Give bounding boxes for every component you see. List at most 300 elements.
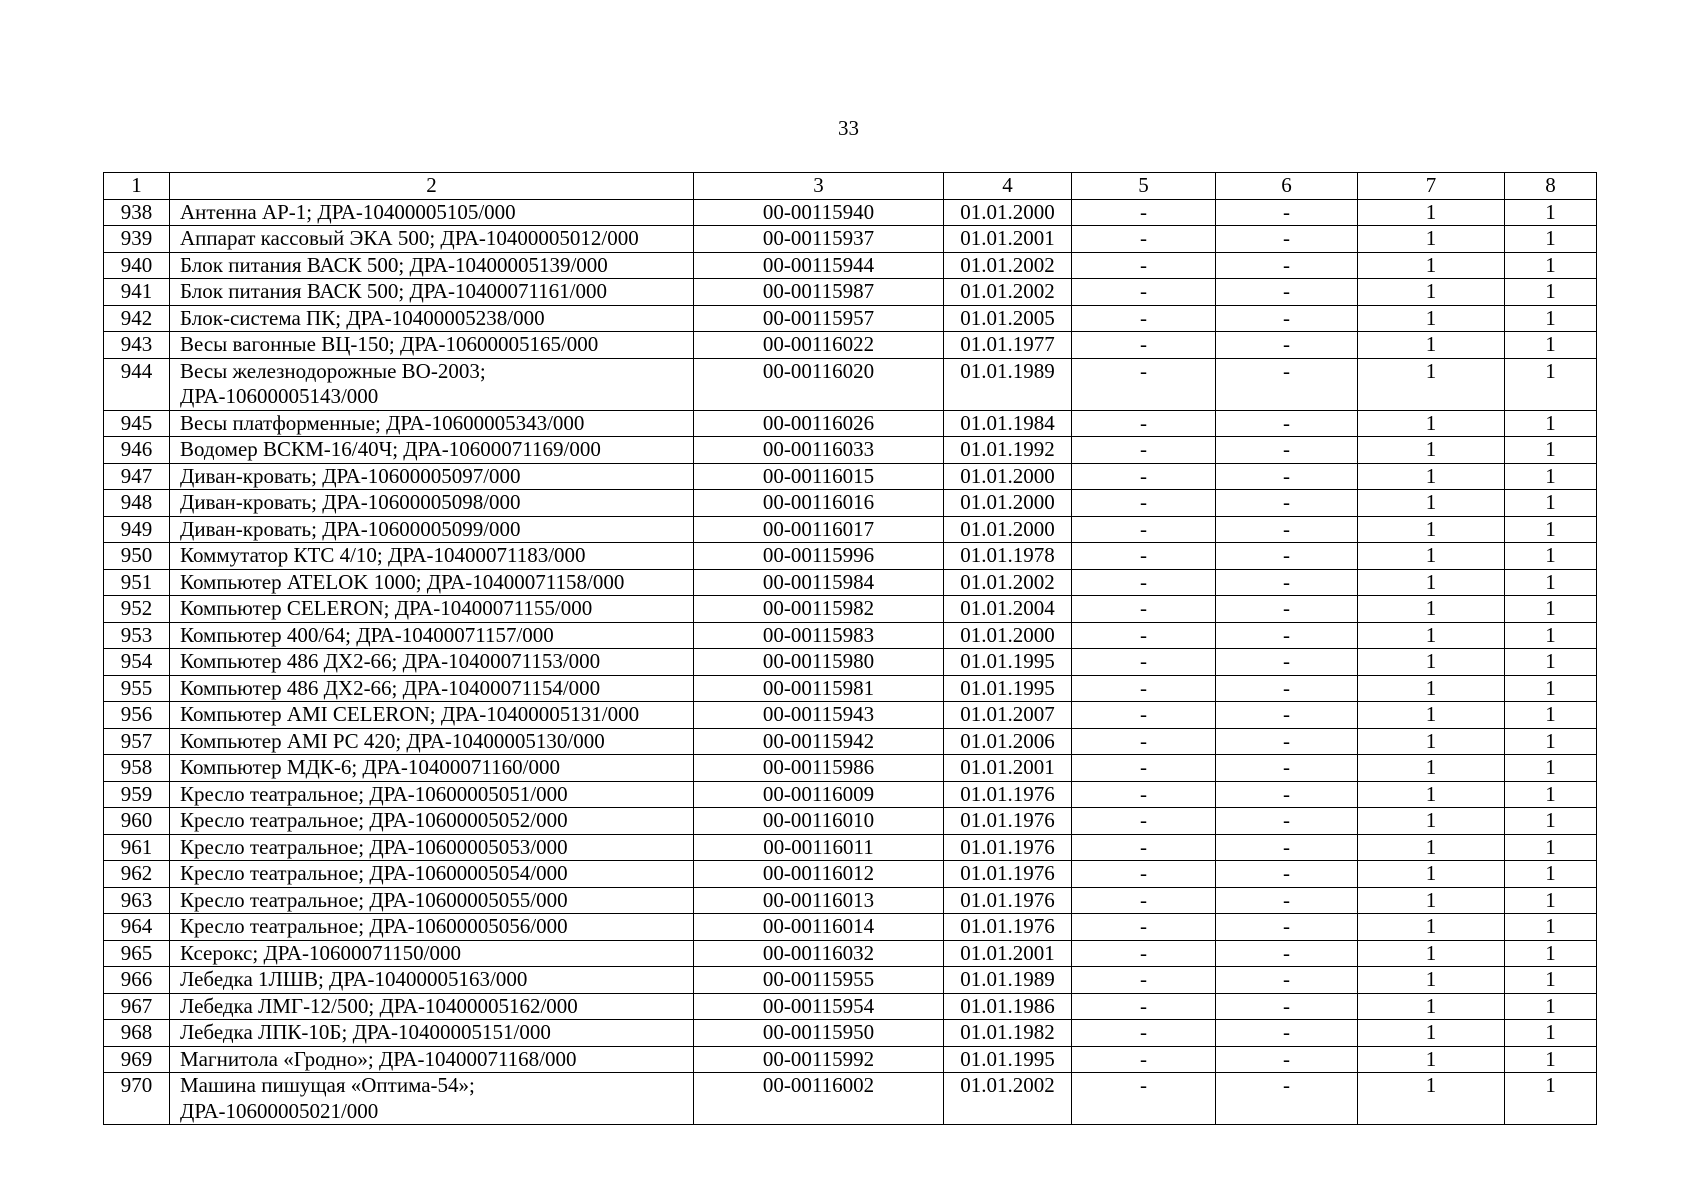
column-7-cell: 1 bbox=[1358, 808, 1505, 835]
item-name-line: Компьютер ATELOK 1000; ДРА-10400071158/000 bbox=[180, 569, 625, 594]
column-6-cell: - bbox=[1216, 834, 1358, 861]
column-5-cell: - bbox=[1072, 358, 1216, 410]
column-8-cell: 1 bbox=[1505, 410, 1597, 437]
column-5-cell: - bbox=[1072, 543, 1216, 570]
table-row bbox=[104, 649, 1597, 676]
column-7-cell: 1 bbox=[1358, 887, 1505, 914]
column-8-cell: 1 bbox=[1505, 1020, 1597, 1047]
column-7-cell: 1 bbox=[1358, 781, 1505, 808]
inventory-code-cell: 00-00116014 bbox=[694, 914, 944, 941]
item-name-cell bbox=[170, 199, 694, 226]
inventory-code-cell: 00-00115987 bbox=[694, 279, 944, 306]
column-6-cell: - bbox=[1216, 728, 1358, 755]
inventory-code-cell: 00-00115955 bbox=[694, 967, 944, 994]
row-number-cell: 943 bbox=[104, 332, 170, 359]
item-name-cell bbox=[170, 755, 694, 782]
column-8-cell: 1 bbox=[1505, 993, 1597, 1020]
table-row bbox=[104, 1020, 1597, 1047]
column-6-cell: - bbox=[1216, 781, 1358, 808]
row-number-cell: 959 bbox=[104, 781, 170, 808]
table-row bbox=[104, 1046, 1597, 1073]
column-8-cell: 1 bbox=[1505, 622, 1597, 649]
column-5-cell: - bbox=[1072, 649, 1216, 676]
column-5-cell: - bbox=[1072, 675, 1216, 702]
row-number-cell: 962 bbox=[104, 861, 170, 888]
table-row bbox=[104, 967, 1597, 994]
date-cell: 01.01.1982 bbox=[944, 1020, 1072, 1047]
item-name-cell bbox=[170, 596, 694, 623]
table-row bbox=[104, 728, 1597, 755]
item-name-line: Аппарат кассовый ЭКА 500; ДРА-10400005012/000 bbox=[180, 226, 639, 250]
date-cell: 01.01.1978 bbox=[944, 543, 1072, 570]
column-8-cell: 1 bbox=[1505, 437, 1597, 464]
column-6-cell: - bbox=[1216, 569, 1358, 596]
table-row bbox=[104, 622, 1597, 649]
item-name-cell bbox=[170, 543, 694, 570]
item-name-cell bbox=[170, 410, 694, 437]
table-row bbox=[104, 490, 1597, 517]
table-row bbox=[104, 1073, 1597, 1125]
row-number-cell: 955 bbox=[104, 675, 170, 702]
column-6-cell: - bbox=[1216, 675, 1358, 702]
inventory-code-cell: 00-00115996 bbox=[694, 543, 944, 570]
inventory-code-cell: 00-00116011 bbox=[694, 834, 944, 861]
item-name-cell bbox=[170, 808, 694, 835]
item-name-line: Водомер ВСКМ-16/40Ч; ДРА-10600071169/000 bbox=[180, 437, 601, 461]
column-5-cell: - bbox=[1072, 702, 1216, 729]
item-name-cell bbox=[170, 914, 694, 941]
row-number-cell: 969 bbox=[104, 1046, 170, 1073]
item-name-line: Компьютер AMI PC 420; ДРА-10400005130/000 bbox=[180, 728, 605, 753]
table-row bbox=[104, 861, 1597, 888]
item-name-line: ДРА-10600005021/000 bbox=[180, 1098, 379, 1123]
date-cell: 01.01.1986 bbox=[944, 993, 1072, 1020]
column-5-cell: - bbox=[1072, 490, 1216, 517]
inventory-code-cell: 00-00115992 bbox=[694, 1046, 944, 1073]
inventory-code-cell: 00-00115954 bbox=[694, 993, 944, 1020]
item-name-line: Компьютер 486 ДХ2-66; ДРА-10400071153/000 bbox=[180, 649, 601, 673]
column-header: 8 bbox=[1505, 173, 1597, 200]
table-row bbox=[104, 596, 1597, 623]
item-name-cell bbox=[170, 226, 694, 253]
item-name-line: Компьютер AMI CELERON; ДРА-10400005131/000 bbox=[180, 702, 640, 726]
row-number-cell: 956 bbox=[104, 702, 170, 729]
column-6-cell: - bbox=[1216, 358, 1358, 410]
row-number-cell: 944 bbox=[104, 358, 170, 410]
item-name-line: Магнитола «Гродно»; ДРА-10400071168/000 bbox=[180, 1046, 577, 1071]
column-7-cell: 1 bbox=[1358, 569, 1505, 596]
column-header: 5 bbox=[1072, 173, 1216, 200]
row-number-cell: 958 bbox=[104, 755, 170, 782]
column-6-cell: - bbox=[1216, 887, 1358, 914]
column-6-cell: - bbox=[1216, 1046, 1358, 1073]
column-5-cell: - bbox=[1072, 569, 1216, 596]
column-7-cell: 1 bbox=[1358, 358, 1505, 410]
inventory-table bbox=[103, 172, 1597, 1125]
column-8-cell: 1 bbox=[1505, 543, 1597, 570]
row-number-cell: 938 bbox=[104, 199, 170, 226]
item-name-line: Кресло театральное; ДРА-10600005056/000 bbox=[180, 914, 568, 938]
item-name-line: Диван-кровать; ДРА-10600005098/000 bbox=[180, 490, 521, 514]
date-cell: 01.01.1995 bbox=[944, 1046, 1072, 1073]
row-number-cell: 951 bbox=[104, 569, 170, 596]
date-cell: 01.01.2001 bbox=[944, 226, 1072, 253]
column-6-cell: - bbox=[1216, 332, 1358, 359]
item-name-cell bbox=[170, 1020, 694, 1047]
column-8-cell: 1 bbox=[1505, 358, 1597, 410]
table-row bbox=[104, 516, 1597, 543]
table-row bbox=[104, 834, 1597, 861]
date-cell: 01.01.2006 bbox=[944, 728, 1072, 755]
date-cell: 01.01.1976 bbox=[944, 914, 1072, 941]
item-name-line: Машина пишущая «Оптима-54»; bbox=[180, 1073, 475, 1097]
table-row bbox=[104, 914, 1597, 941]
item-name-cell bbox=[170, 649, 694, 676]
column-5-cell: - bbox=[1072, 410, 1216, 437]
inventory-code-cell: 00-00116010 bbox=[694, 808, 944, 835]
column-6-cell: - bbox=[1216, 543, 1358, 570]
item-name-cell bbox=[170, 728, 694, 755]
column-header: 2 bbox=[170, 173, 694, 200]
column-5-cell: - bbox=[1072, 437, 1216, 464]
inventory-code-cell: 00-00115940 bbox=[694, 199, 944, 226]
item-name-line: Коммутатор КТС 4/10; ДРА-10400071183/000 bbox=[180, 543, 586, 567]
row-number-cell: 948 bbox=[104, 490, 170, 517]
column-5-cell: - bbox=[1072, 332, 1216, 359]
column-6-cell: - bbox=[1216, 649, 1358, 676]
row-number-cell: 968 bbox=[104, 1020, 170, 1047]
table-row bbox=[104, 358, 1597, 410]
column-7-cell: 1 bbox=[1358, 1073, 1505, 1125]
column-header: 7 bbox=[1358, 173, 1505, 200]
column-5-cell: - bbox=[1072, 940, 1216, 967]
inventory-code-cell: 00-00116020 bbox=[694, 358, 944, 410]
item-name-line: Блок питания ВАСК 500; ДРА-10400005139/000 bbox=[180, 252, 608, 277]
column-5-cell: - bbox=[1072, 993, 1216, 1020]
table-row bbox=[104, 808, 1597, 835]
inventory-code-cell: 00-00116016 bbox=[694, 490, 944, 517]
inventory-code-cell: 00-00115981 bbox=[694, 675, 944, 702]
column-7-cell: 1 bbox=[1358, 1020, 1505, 1047]
item-name-cell bbox=[170, 332, 694, 359]
inventory-code-cell: 00-00116022 bbox=[694, 332, 944, 359]
column-7-cell: 1 bbox=[1358, 967, 1505, 994]
date-cell: 01.01.2001 bbox=[944, 755, 1072, 782]
column-7-cell: 1 bbox=[1358, 279, 1505, 306]
item-name-cell bbox=[170, 516, 694, 543]
item-name-line: Ксерокс; ДРА-10600071150/000 bbox=[180, 940, 461, 965]
column-6-cell: - bbox=[1216, 437, 1358, 464]
column-5-cell: - bbox=[1072, 808, 1216, 835]
column-7-cell: 1 bbox=[1358, 252, 1505, 279]
table-row bbox=[104, 279, 1597, 306]
item-name-cell bbox=[170, 1073, 694, 1125]
item-name-cell bbox=[170, 861, 694, 888]
item-name-cell bbox=[170, 993, 694, 1020]
date-cell: 01.01.1976 bbox=[944, 887, 1072, 914]
column-7-cell: 1 bbox=[1358, 675, 1505, 702]
row-number-cell: 952 bbox=[104, 596, 170, 623]
inventory-code-cell: 00-00115957 bbox=[694, 305, 944, 332]
inventory-code-cell: 00-00115982 bbox=[694, 596, 944, 623]
item-name-line: Диван-кровать; ДРА-10600005097/000 bbox=[180, 463, 521, 488]
item-name-cell bbox=[170, 781, 694, 808]
column-header: 1 bbox=[104, 173, 170, 200]
item-name-line: Лебедка ЛПК-10Б; ДРА-10400005151/000 bbox=[180, 1020, 551, 1044]
item-name-line: Весы вагонные ВЦ-150; ДРА-10600005165/000 bbox=[180, 332, 599, 356]
column-8-cell: 1 bbox=[1505, 490, 1597, 517]
column-5-cell: - bbox=[1072, 834, 1216, 861]
column-8-cell: 1 bbox=[1505, 252, 1597, 279]
row-number-cell: 939 bbox=[104, 226, 170, 253]
column-5-cell: - bbox=[1072, 305, 1216, 332]
row-number-cell: 963 bbox=[104, 887, 170, 914]
column-7-cell: 1 bbox=[1358, 1046, 1505, 1073]
date-cell: 01.01.2000 bbox=[944, 490, 1072, 517]
column-8-cell: 1 bbox=[1505, 940, 1597, 967]
date-cell: 01.01.1976 bbox=[944, 781, 1072, 808]
column-8-cell: 1 bbox=[1505, 1073, 1597, 1125]
column-8-cell: 1 bbox=[1505, 463, 1597, 490]
inventory-code-cell: 00-00116026 bbox=[694, 410, 944, 437]
column-7-cell: 1 bbox=[1358, 622, 1505, 649]
table-body bbox=[104, 173, 1597, 1125]
column-5-cell: - bbox=[1072, 516, 1216, 543]
item-name-cell bbox=[170, 490, 694, 517]
column-5-cell: - bbox=[1072, 914, 1216, 941]
table-row bbox=[104, 887, 1597, 914]
table-row bbox=[104, 332, 1597, 359]
item-name-cell bbox=[170, 437, 694, 464]
column-7-cell: 1 bbox=[1358, 463, 1505, 490]
column-8-cell: 1 bbox=[1505, 1046, 1597, 1073]
column-8-cell: 1 bbox=[1505, 702, 1597, 729]
column-7-cell: 1 bbox=[1358, 649, 1505, 676]
inventory-code-cell: 00-00115942 bbox=[694, 728, 944, 755]
inventory-code-cell: 00-00116032 bbox=[694, 940, 944, 967]
column-6-cell: - bbox=[1216, 596, 1358, 623]
table-row bbox=[104, 569, 1597, 596]
column-7-cell: 1 bbox=[1358, 940, 1505, 967]
item-name-line: Лебедка 1ЛШВ; ДРА-10400005163/000 bbox=[180, 967, 528, 991]
column-6-cell: - bbox=[1216, 410, 1358, 437]
column-5-cell: - bbox=[1072, 781, 1216, 808]
table-row bbox=[104, 781, 1597, 808]
item-name-cell bbox=[170, 702, 694, 729]
column-7-cell: 1 bbox=[1358, 226, 1505, 253]
column-7-cell: 1 bbox=[1358, 490, 1505, 517]
item-name-cell bbox=[170, 252, 694, 279]
table-row bbox=[104, 410, 1597, 437]
column-6-cell: - bbox=[1216, 252, 1358, 279]
column-7-cell: 1 bbox=[1358, 410, 1505, 437]
date-cell: 01.01.2007 bbox=[944, 702, 1072, 729]
date-cell: 01.01.2000 bbox=[944, 199, 1072, 226]
column-6-cell: - bbox=[1216, 967, 1358, 994]
item-name-line: Лебедка ЛМГ-12/500; ДРА-10400005162/000 bbox=[180, 993, 578, 1018]
column-header: 3 bbox=[694, 173, 944, 200]
column-6-cell: - bbox=[1216, 305, 1358, 332]
item-name-line: Блок питания ВАСК 500; ДРА-10400071161/000 bbox=[180, 279, 608, 303]
column-5-cell: - bbox=[1072, 622, 1216, 649]
row-number-cell: 964 bbox=[104, 914, 170, 941]
row-number-cell: 954 bbox=[104, 649, 170, 676]
item-name-line: Весы железнодорожные ВО-2003; bbox=[180, 358, 486, 383]
date-cell: 01.01.2000 bbox=[944, 516, 1072, 543]
item-name-line: Компьютер МДК-6; ДРА-10400071160/000 bbox=[180, 755, 560, 779]
item-name-cell bbox=[170, 463, 694, 490]
column-6-cell: - bbox=[1216, 993, 1358, 1020]
item-name-cell bbox=[170, 305, 694, 332]
table-row bbox=[104, 940, 1597, 967]
item-name-cell bbox=[170, 279, 694, 306]
column-5-cell: - bbox=[1072, 861, 1216, 888]
date-cell: 01.01.2000 bbox=[944, 622, 1072, 649]
column-6-cell: - bbox=[1216, 861, 1358, 888]
row-number-cell: 946 bbox=[104, 437, 170, 464]
table-row bbox=[104, 755, 1597, 782]
column-7-cell: 1 bbox=[1358, 993, 1505, 1020]
row-number-cell: 953 bbox=[104, 622, 170, 649]
item-name-cell bbox=[170, 358, 694, 410]
column-7-cell: 1 bbox=[1358, 834, 1505, 861]
column-7-cell: 1 bbox=[1358, 728, 1505, 755]
row-number-cell: 961 bbox=[104, 834, 170, 861]
row-number-cell: 970 bbox=[104, 1073, 170, 1125]
date-cell: 01.01.1995 bbox=[944, 675, 1072, 702]
column-6-cell: - bbox=[1216, 226, 1358, 253]
column-5-cell: - bbox=[1072, 967, 1216, 994]
row-number-cell: 967 bbox=[104, 993, 170, 1020]
row-number-cell: 945 bbox=[104, 410, 170, 437]
inventory-code-cell: 00-00115983 bbox=[694, 622, 944, 649]
row-number-cell: 966 bbox=[104, 967, 170, 994]
item-name-line: Блок-система ПК; ДРА-10400005238/000 bbox=[180, 305, 545, 330]
table-row bbox=[104, 226, 1597, 253]
column-5-cell: - bbox=[1072, 226, 1216, 253]
item-name-line: Кресло театральное; ДРА-10600005055/000 bbox=[180, 887, 568, 912]
column-7-cell: 1 bbox=[1358, 543, 1505, 570]
inventory-code-cell: 00-00116033 bbox=[694, 437, 944, 464]
date-cell: 01.01.1977 bbox=[944, 332, 1072, 359]
column-5-cell: - bbox=[1072, 1020, 1216, 1047]
page-number: 33 bbox=[838, 116, 859, 140]
column-8-cell: 1 bbox=[1505, 967, 1597, 994]
column-header: 4 bbox=[944, 173, 1072, 200]
column-header: 6 bbox=[1216, 173, 1358, 200]
column-7-cell: 1 bbox=[1358, 914, 1505, 941]
inventory-code-cell: 00-00116009 bbox=[694, 781, 944, 808]
column-8-cell: 1 bbox=[1505, 226, 1597, 253]
date-cell: 01.01.1995 bbox=[944, 649, 1072, 676]
column-7-cell: 1 bbox=[1358, 755, 1505, 782]
column-6-cell: - bbox=[1216, 199, 1358, 226]
column-5-cell: - bbox=[1072, 252, 1216, 279]
item-name-line: Компьютер CELERON; ДРА-10400071155/000 bbox=[180, 596, 593, 620]
date-cell: 01.01.1976 bbox=[944, 834, 1072, 861]
column-8-cell: 1 bbox=[1505, 861, 1597, 888]
inventory-code-cell: 00-00116017 bbox=[694, 516, 944, 543]
item-name-cell bbox=[170, 1046, 694, 1073]
column-6-cell: - bbox=[1216, 463, 1358, 490]
date-cell: 01.01.2002 bbox=[944, 1073, 1072, 1125]
inventory-code-cell: 00-00116015 bbox=[694, 463, 944, 490]
column-7-cell: 1 bbox=[1358, 305, 1505, 332]
column-8-cell: 1 bbox=[1505, 834, 1597, 861]
item-name-line: Компьютер 400/64; ДРА-10400071157/000 bbox=[180, 622, 554, 647]
table-row bbox=[104, 437, 1597, 464]
column-6-cell: - bbox=[1216, 279, 1358, 306]
inventory-code-cell: 00-00115937 bbox=[694, 226, 944, 253]
table-row bbox=[104, 675, 1597, 702]
column-6-cell: - bbox=[1216, 1020, 1358, 1047]
column-8-cell: 1 bbox=[1505, 596, 1597, 623]
inventory-code-cell: 00-00115986 bbox=[694, 755, 944, 782]
column-6-cell: - bbox=[1216, 516, 1358, 543]
column-5-cell: - bbox=[1072, 463, 1216, 490]
column-7-cell: 1 bbox=[1358, 702, 1505, 729]
column-7-cell: 1 bbox=[1358, 437, 1505, 464]
item-name-cell bbox=[170, 940, 694, 967]
inventory-code-cell: 00-00116013 bbox=[694, 887, 944, 914]
row-number-cell: 957 bbox=[104, 728, 170, 755]
date-cell: 01.01.1976 bbox=[944, 808, 1072, 835]
column-5-cell: - bbox=[1072, 1073, 1216, 1125]
column-8-cell: 1 bbox=[1505, 887, 1597, 914]
column-8-cell: 1 bbox=[1505, 914, 1597, 941]
column-8-cell: 1 bbox=[1505, 649, 1597, 676]
column-6-cell: - bbox=[1216, 755, 1358, 782]
column-8-cell: 1 bbox=[1505, 305, 1597, 332]
date-cell: 01.01.1989 bbox=[944, 358, 1072, 410]
item-name-line: Кресло театральное; ДРА-10600005053/000 bbox=[180, 834, 568, 859]
item-name-cell bbox=[170, 834, 694, 861]
table-row bbox=[104, 993, 1597, 1020]
date-cell: 01.01.1992 bbox=[944, 437, 1072, 464]
column-6-cell: - bbox=[1216, 1073, 1358, 1125]
date-cell: 01.01.1976 bbox=[944, 861, 1072, 888]
inventory-code-cell: 00-00115984 bbox=[694, 569, 944, 596]
column-6-cell: - bbox=[1216, 808, 1358, 835]
column-6-cell: - bbox=[1216, 940, 1358, 967]
column-7-cell: 1 bbox=[1358, 861, 1505, 888]
column-5-cell: - bbox=[1072, 1046, 1216, 1073]
table-row bbox=[104, 543, 1597, 570]
row-number-cell: 941 bbox=[104, 279, 170, 306]
row-number-cell: 942 bbox=[104, 305, 170, 332]
column-6-cell: - bbox=[1216, 622, 1358, 649]
inventory-code-cell: 00-00116002 bbox=[694, 1073, 944, 1125]
item-name-line: Весы платформенные; ДРА-10600005343/000 bbox=[180, 410, 585, 435]
column-8-cell: 1 bbox=[1505, 332, 1597, 359]
date-cell: 01.01.2005 bbox=[944, 305, 1072, 332]
row-number-cell: 949 bbox=[104, 516, 170, 543]
date-cell: 01.01.2002 bbox=[944, 252, 1072, 279]
column-8-cell: 1 bbox=[1505, 728, 1597, 755]
item-name-line: Антенна АР-1; ДРА-10400005105/000 bbox=[180, 199, 516, 224]
date-cell: 01.01.1989 bbox=[944, 967, 1072, 994]
column-6-cell: - bbox=[1216, 914, 1358, 941]
date-cell: 01.01.2001 bbox=[944, 940, 1072, 967]
inventory-code-cell: 00-00115980 bbox=[694, 649, 944, 676]
column-7-cell: 1 bbox=[1358, 199, 1505, 226]
table-row bbox=[104, 702, 1597, 729]
row-number-cell: 965 bbox=[104, 940, 170, 967]
column-7-cell: 1 bbox=[1358, 332, 1505, 359]
inventory-code-cell: 00-00115943 bbox=[694, 702, 944, 729]
item-name-cell bbox=[170, 675, 694, 702]
item-name-cell bbox=[170, 887, 694, 914]
